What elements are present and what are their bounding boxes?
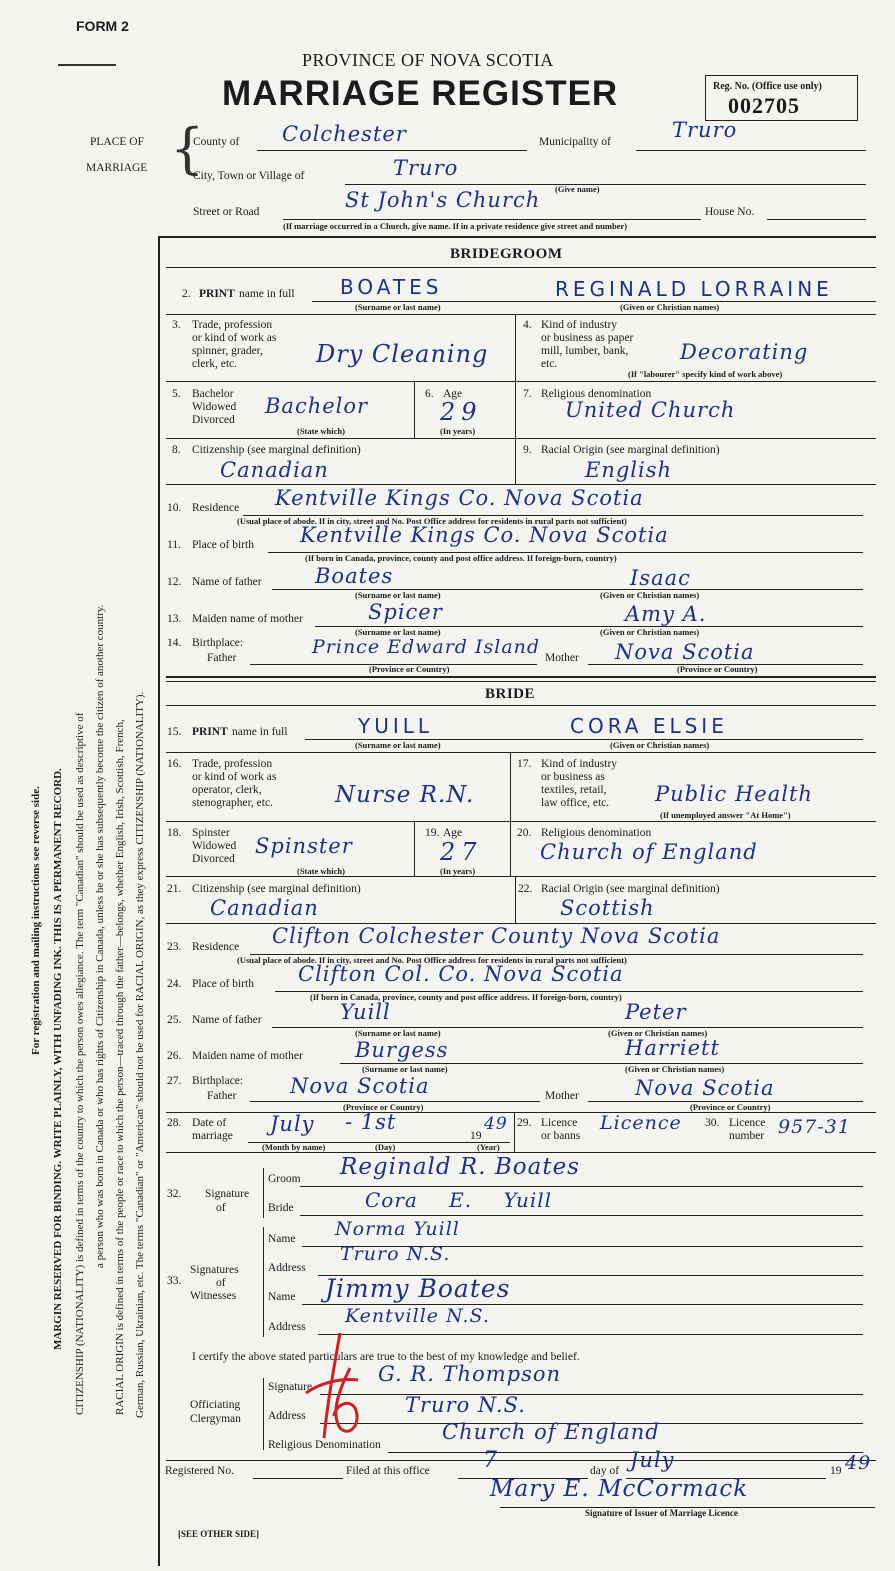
groom-f2-print: PRINT: [199, 288, 235, 300]
groom-f14-num: 14.: [167, 637, 182, 649]
bride-f20-num: 20.: [517, 827, 532, 839]
groom-f12-num: 12.: [167, 576, 182, 588]
f28-l1: Date of: [192, 1117, 227, 1129]
bride-citizenship: Canadian: [210, 896, 319, 920]
groom-f4-l4: etc.: [541, 358, 558, 370]
groom-father-given: Isaac: [630, 566, 691, 590]
street-note: (If marriage occurred in a Church, give name. If in a private residence give street and number): [283, 221, 628, 231]
bride-f20-label: Religious denomination: [541, 827, 652, 839]
municipality-label: Municipality of: [539, 136, 611, 148]
witness2-address: Kentville N.S.: [345, 1305, 490, 1327]
f30-num: 30.: [705, 1117, 720, 1129]
bride-f16-l2: or kind of work as: [192, 771, 277, 783]
groom-father-bp: Prince Edward Island: [312, 636, 541, 658]
groom-father-surname: Boates: [315, 564, 394, 588]
filed-day: 7: [483, 1448, 498, 1473]
bride-header: BRIDE: [485, 686, 536, 702]
groom-f4-l2: or business as paper: [541, 332, 634, 344]
bride-mother-label: Mother: [545, 1090, 579, 1102]
groom-mother-bp: Nova Scotia: [615, 640, 755, 664]
city-value: Truro: [393, 156, 459, 180]
house-label: House No.: [705, 206, 755, 218]
bride-f15-num: 15.: [167, 726, 182, 738]
bride-father-sur-note: (Surname or last name): [355, 1028, 441, 1038]
groom-mother-surname: Spicer: [368, 600, 443, 624]
bride-f17-l2: or business as: [541, 771, 605, 783]
bride-residence-note: (Usual place of abode. If in city, street and No. Post Office address for residents in rural parts not sufficient): [237, 955, 627, 965]
groom-f12-label: Name of father: [192, 576, 262, 588]
groom-birth-note: (If born in Canada, province, county and post office address. If foreign-born, country): [305, 553, 617, 563]
bride-state-note: (State which): [297, 866, 345, 876]
bride-trade: Nurse R.N.: [335, 782, 475, 808]
side-note-5: RACIAL ORIGIN is defined in terms of the people or race to which the person—traced through the father—belongs, whether English, Irish, Scottish, French,: [114, 719, 126, 1415]
f33-num: 33.: [167, 1275, 182, 1287]
city-label: City, Town or Village of: [193, 170, 305, 182]
f33-l3: Witnesses: [190, 1290, 237, 1302]
bride-mother-given-note: (Given or Christian names): [625, 1064, 725, 1074]
f29-l1: Licence: [541, 1117, 578, 1129]
bride-f17-note: (If unemployed answer "At Home"): [660, 810, 791, 820]
bride-f15-print: PRINT: [192, 726, 228, 738]
side-note-1: For registration and mailing instructions see reverse side.: [30, 786, 42, 1055]
groom-f7-num: 7.: [523, 388, 532, 400]
street-value: St John's Church: [345, 188, 541, 212]
groom-mother-given: Amy A.: [625, 602, 707, 626]
bride-mother-surname: Burgess: [355, 1038, 449, 1062]
bride-father-bp: Nova Scotia: [290, 1074, 430, 1098]
groom-f7-label: Religious denomination: [541, 388, 652, 400]
f29-num: 29.: [517, 1117, 532, 1129]
bride-f16-l1: Trade, profession: [192, 758, 273, 770]
groom-father-sur-note: (Surname or last name): [355, 590, 441, 600]
w2-name-label: Name: [268, 1291, 296, 1303]
groom-f9-num: 9.: [523, 444, 532, 456]
licence-number: 957-31: [778, 1116, 851, 1138]
side-note-3: CITIZENSHIP (NATIONALITY) is defined in terms of the country to which the person owes allegiance. The term "Canadian" should be used as descriptive of: [74, 712, 86, 1415]
marriage-day: - 1st: [345, 1110, 397, 1134]
f32-l1: Signature: [205, 1188, 250, 1200]
county-value: Colchester: [282, 122, 407, 146]
issuer-note: Signature of Issuer of Marriage Licence: [585, 1508, 738, 1518]
bride-f24-label: Place of birth: [192, 978, 254, 990]
bride-racial: Scottish: [560, 896, 655, 920]
groom-f13-label: Maiden name of mother: [192, 613, 303, 625]
groom-mother-given-note: (Given or Christian names): [600, 627, 700, 637]
bride-f19-num: 19.: [425, 827, 440, 839]
registered-label: Registered No.: [165, 1465, 234, 1477]
bride-f27-num: 27.: [167, 1075, 182, 1087]
groom-f4-l1: Kind of industry: [541, 319, 618, 331]
province-heading: PROVINCE OF NOVA SCOTIA: [302, 50, 554, 70]
see-other-side: [SEE OTHER SIDE]: [178, 1529, 260, 1539]
f32-num: 32.: [167, 1188, 182, 1200]
groom-f5-l2: Widowed: [192, 401, 237, 413]
f33-l2: of: [216, 1277, 226, 1289]
groom-f5-l1: Bachelor: [192, 388, 234, 400]
filed-label: Filed at this office: [346, 1465, 430, 1477]
reg-no-label: Reg. No. (Office use only): [713, 81, 822, 92]
bride-f23-label: Residence: [192, 941, 240, 953]
day-of-label: day of: [590, 1465, 620, 1477]
licence-type: Licence: [600, 1112, 682, 1134]
bride-f27-l2: Father: [207, 1090, 237, 1102]
groom-f3-l1: Trade, profession: [192, 319, 273, 331]
groom-f14-l2: Father: [207, 652, 237, 664]
groom-f3-num: 3.: [172, 319, 181, 331]
bride-f21-label: Citizenship (see marginal definition): [192, 883, 361, 895]
groom-f4-l3: mill, lumber, bank,: [541, 345, 629, 357]
groom-birthplace: Kentville Kings Co. Nova Scotia: [300, 523, 669, 547]
groom-f10-label: Residence: [192, 502, 240, 514]
groom-f13-num: 13.: [167, 613, 182, 625]
clergy-rel-label: Religious Denomination: [268, 1439, 381, 1451]
bride-mother-prov-note: (Province or Country): [690, 1102, 771, 1112]
groom-mother-label: Mother: [545, 652, 579, 664]
bride-f16-l4: stenographer, etc.: [192, 797, 273, 809]
groom-f5-num: 5.: [172, 388, 181, 400]
bride-f21-num: 21.: [167, 883, 182, 895]
bride-birthplace: Clifton Col. Co. Nova Scotia: [298, 962, 624, 986]
bride-f17-l4: law office, etc.: [541, 797, 610, 809]
groom-industry: Decorating: [680, 340, 809, 364]
reg-no-box: [705, 75, 858, 121]
bride-father-given-note: (Given or Christian names): [608, 1028, 708, 1038]
groom-surname-note: (Surname or last name): [355, 302, 441, 312]
witness1-name: Norma Yuill: [335, 1218, 460, 1240]
bride-father-prov-note: (Province or Country): [343, 1102, 424, 1112]
bride-mother-given: Harriett: [625, 1036, 720, 1060]
groom-header: BRIDEGROOM: [450, 246, 563, 262]
groom-father-prov-note: (Province or Country): [369, 664, 450, 674]
bride-f18-l2: Widowed: [192, 840, 237, 852]
groom-residence: Kentville Kings Co. Nova Scotia: [275, 486, 644, 510]
groom-f3-l4: clerk, etc.: [192, 358, 238, 370]
groom-sig-label: Groom: [268, 1173, 301, 1185]
bride-f19-label: Age: [443, 827, 463, 839]
bride-f17-l3: textiles, retail,: [541, 784, 607, 796]
f28-l2: marriage: [192, 1130, 233, 1142]
marriage-year-prefix: 19: [470, 1130, 482, 1142]
groom-trade: Dry Cleaning: [316, 340, 489, 368]
groom-f3-l2: or kind of work as: [192, 332, 277, 344]
clergy-l2: Clergyman: [190, 1413, 241, 1425]
filed-year-prefix: 19: [830, 1465, 842, 1477]
groom-f4-note: (If "labourer" specify kind of work above): [628, 369, 783, 379]
side-note-6: German, Russian, Ukrainian, etc. The terms "Canadian" or "American" should not be used for RACIAL ORIGIN, as they express CITIZENSHIP (NATIONALITY).: [134, 691, 146, 1418]
groom-f5-l3: Divorced: [192, 414, 235, 426]
bride-f25-label: Name of father: [192, 1014, 262, 1026]
month-note: (Month by name): [262, 1142, 326, 1152]
bride-age-note: (In years): [440, 866, 476, 876]
groom-f11-label: Place of birth: [192, 539, 254, 551]
clergy-address: Truro N.S.: [405, 1393, 526, 1417]
groom-age: 29: [440, 398, 483, 426]
f28-num: 28.: [167, 1117, 182, 1129]
clergy-addr-label: Address: [268, 1410, 306, 1422]
groom-father-given-note: (Given or Christian names): [600, 590, 700, 600]
groom-signature: Reginald R. Boates: [340, 1154, 580, 1180]
place-section-label-2: MARRIAGE: [86, 162, 148, 174]
groom-given: REGINALD LORRAINE: [555, 277, 833, 301]
groom-f6-label: Age: [443, 388, 463, 400]
groom-given-note: (Given or Christian names): [620, 302, 720, 312]
bride-industry: Public Health: [655, 782, 813, 806]
clergy-signature: G. R. Thompson: [378, 1362, 562, 1386]
groom-state-note: (State which): [297, 426, 345, 436]
bride-mother-bp: Nova Scotia: [635, 1076, 775, 1100]
bride-f16-l3: operator, clerk,: [192, 784, 262, 796]
bride-f26-num: 26.: [167, 1050, 182, 1062]
bride-f18-l1: Spinster: [192, 827, 230, 839]
marriage-month: July: [270, 1112, 315, 1136]
side-note-2: MARGIN RESERVED FOR BINDING. WRITE PLAINLY, WITH UNFADING INK. THIS IS A PERMANENT RECORD.: [52, 768, 64, 1350]
bride-f24-num: 24.: [167, 978, 182, 990]
groom-f14-l1: Birthplace:: [192, 637, 244, 649]
groom-f3-l3: spinner, grader,: [192, 345, 263, 357]
page-title: MARRIAGE REGISTER: [222, 74, 619, 113]
groom-f10-num: 10.: [167, 502, 182, 514]
groom-age-note: (In years): [440, 426, 476, 436]
bride-f22-num: 22.: [518, 883, 533, 895]
marriage-year: 49: [484, 1114, 508, 1134]
certify-text: I certify the above stated particulars are true to the best of my knowledge and belief.: [192, 1351, 580, 1363]
f30-l1: Licence: [729, 1117, 766, 1129]
groom-citizenship: Canadian: [220, 458, 329, 482]
street-label: Street or Road: [193, 206, 260, 218]
groom-racial: English: [585, 458, 673, 482]
bride-f18-num: 18.: [167, 827, 182, 839]
groom-f8-label: Citizenship (see marginal definition): [192, 444, 361, 456]
bride-age: 27: [440, 838, 483, 866]
bride-birth-note: (If born in Canada, province, county and post office address. If foreign-born, country): [310, 992, 622, 1002]
witness2-name: Jimmy Boates: [325, 1274, 511, 1303]
year-note: (Year): [477, 1142, 500, 1152]
filed-month: July: [630, 1448, 675, 1472]
groom-religion: United Church: [565, 398, 736, 422]
groom-f2-label: name in full: [239, 288, 295, 300]
clergy-denomination: Church of England: [442, 1420, 660, 1444]
binding-dash: [58, 64, 116, 66]
clergy-l1: Officiating: [190, 1399, 241, 1411]
groom-residence-note: (Usual place of abode. If in city, street and No. Post Office address for residents in rural parts not sufficient): [237, 516, 627, 526]
bride-surname: YUILL: [358, 714, 434, 738]
bride-surname-note: (Surname or last name): [355, 740, 441, 750]
w1-name-label: Name: [268, 1233, 296, 1245]
give-name-note: (Give name): [555, 184, 600, 194]
side-note-4: a person who was born in Canada or who has rights of Citizenship in Canada, unless he or she has subsequently become the citizen of another country.: [94, 604, 106, 1268]
bride-f18-l3: Divorced: [192, 853, 235, 865]
groom-surname: BOATES: [340, 275, 443, 299]
groom-f6-num: 6.: [425, 388, 434, 400]
bride-status: Spinster: [255, 834, 353, 858]
issuer-signature: Mary E. McCormack: [490, 1476, 749, 1502]
bride-signature: Cora E. Yuill: [365, 1188, 553, 1212]
groom-f11-num: 11.: [167, 539, 181, 551]
day-note: (Day): [375, 1142, 396, 1152]
place-section-label-1: PLACE OF: [90, 136, 144, 148]
bride-given-note: (Given or Christian names): [610, 740, 710, 750]
bride-f17-num: 17.: [517, 758, 532, 770]
bride-f27-l1: Birthplace:: [192, 1075, 244, 1087]
filed-year: 49: [845, 1452, 872, 1474]
municipality-value: Truro: [672, 118, 738, 142]
groom-status: Bachelor: [265, 394, 369, 418]
f30-l2: number: [729, 1130, 765, 1142]
bride-f23-num: 23.: [167, 941, 182, 953]
bride-f26-label: Maiden name of mother: [192, 1050, 303, 1062]
bride-mother-sur-note: (Surname or last name): [362, 1064, 448, 1074]
form-label: FORM 2: [76, 18, 129, 34]
bride-religion: Church of England: [540, 840, 758, 864]
f33-l1: Signatures: [190, 1264, 239, 1276]
bride-f22-label: Racial Origin (see marginal definition): [541, 883, 720, 895]
witness1-address: Truro N.S.: [340, 1243, 451, 1265]
bride-f15-label: name in full: [232, 726, 288, 738]
f29-l2: or banns: [541, 1130, 581, 1142]
bride-f25-num: 25.: [167, 1014, 182, 1026]
bride-father-given: Peter: [625, 1000, 687, 1024]
clergy-sig-label: Signature: [268, 1381, 313, 1393]
county-label: County of: [193, 136, 240, 148]
groom-mother-sur-note: (Surname or last name): [355, 627, 441, 637]
groom-f9-label: Racial Origin (see marginal definition): [541, 444, 720, 456]
bride-sig-label: Bride: [268, 1202, 294, 1214]
bride-f17-l1: Kind of industry: [541, 758, 618, 770]
bride-father-surname: Yuill: [340, 1000, 391, 1024]
bride-f16-num: 16.: [167, 758, 182, 770]
groom-mother-prov-note: (Province or Country): [677, 664, 758, 674]
w1-address-label: Address: [268, 1262, 306, 1274]
w2-address-label: Address: [268, 1321, 306, 1333]
reg-no-value: 002705: [728, 93, 800, 118]
f32-l2: of: [216, 1202, 226, 1214]
bride-residence: Clifton Colchester County Nova Scotia: [272, 924, 721, 948]
red-mark-icon: [300, 1328, 370, 1443]
groom-f4-num: 4.: [523, 319, 532, 331]
groom-f2-num: 2.: [182, 288, 191, 300]
brace-icon: {: [170, 117, 205, 180]
groom-f8-num: 8.: [172, 444, 181, 456]
bride-given: CORA ELSIE: [570, 714, 728, 738]
